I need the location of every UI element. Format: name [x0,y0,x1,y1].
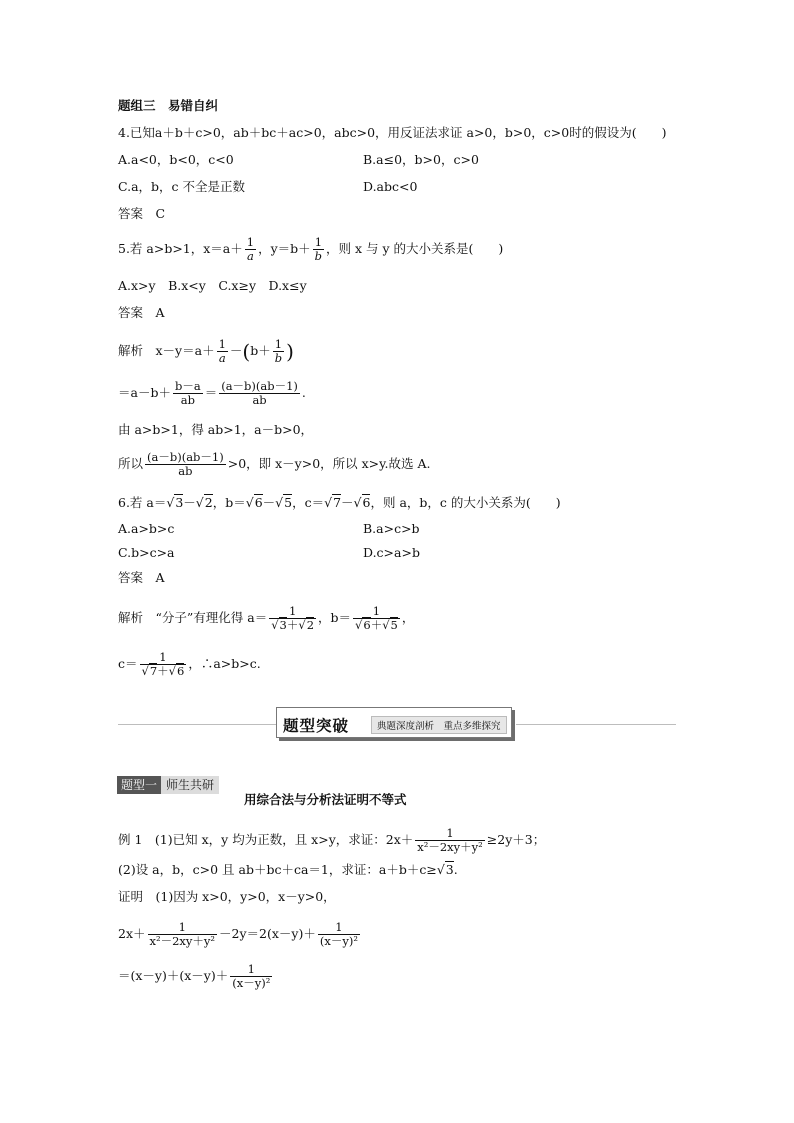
q5-line4-frac-num: (a－b)(ab－1) [147,450,224,464]
minus-sign: － [262,495,276,510]
q5-line4-frac-den: ab [178,464,193,478]
proof-line2 [118,921,362,948]
q5-line2-frac1 [173,380,203,407]
banner-subtitle: 典题深度剖析 重点多维探究 [371,716,507,734]
q5-stem-end: ，则 x 与 y 的大小关系是( ) [326,241,504,256]
right-paren: ) [286,339,294,364]
q6-option-a: A.a>b>c [118,521,175,536]
q6-analysis-start: 解析 “分子”有理化得 a＝ [118,610,268,625]
divider-right [516,724,676,725]
proof-line1: 证明 (1)因为 x>0，y>0，x－y>0， [118,889,336,904]
sqrt-symbol: √ [166,495,175,510]
q5-analysis-start: 解析 x－y＝a＋ [118,343,215,358]
sqrt-symbol: √ [245,495,254,510]
q6-frac-a-num: 1 [269,605,316,619]
q5-analysis-frac2-num: 1 [273,338,284,352]
example1-part1-frac [415,827,485,854]
q4-option-a: A.a<0，b<0，c<0 [118,152,234,167]
plus-sign: ＋ [157,664,169,678]
q5-analysis-line1 [118,338,294,365]
q5-frac-b-den: b [314,249,323,263]
sqrt-symbol: √ [436,862,445,877]
plus-sign: ＋ [286,618,299,632]
question-5-stem [118,236,503,263]
q6-frac-b-num: 1 [353,605,400,619]
q6-frac-a-rad2: 2 [306,618,315,632]
q6-stem-end: ，则 a，b，c 的大小关系为( ) [370,495,561,510]
sqrt-symbol: √ [298,618,306,632]
q5-line2-eq: ＝ [204,385,218,400]
q6-c-rad2: 6 [362,495,371,510]
q6-frac-b-rad: 6 [363,618,371,632]
q5-line4-frac [145,451,226,478]
q6-a-rad: 3 [175,495,184,510]
q6-option-d: D.c>a>b [363,545,420,560]
q6-frac-c-num: 1 [140,651,187,665]
q6-frac-c-rad: 7 [149,664,158,678]
example1-part1-end: ≥2y＋3； [486,832,546,847]
q5-line4-start: 所以 [118,456,144,471]
proof-line2-frac1-den: x²－2xy＋y² [149,934,216,948]
q5-frac-a-num: 1 [246,235,255,249]
left-paren: ( [242,339,251,364]
topic-tag [117,776,219,794]
q4-option-d: D.abc<0 [363,179,418,194]
q5-analysis-frac2 [273,338,284,365]
q5-frac-a-den: a [247,249,254,263]
q6-analysis-mid: ，b＝ [318,610,352,625]
minus-sign: － [341,495,354,510]
q5-line2-frac1-num: b－a [174,379,201,393]
q5-analysis-line2 [118,380,306,407]
sqrt-symbol: √ [275,495,284,510]
q5-analysis-frac2-den: b [274,351,283,365]
q5-line2-start: ＝a－b＋ [118,385,171,400]
q4-option-b: B.a≤0，b>0，c>0 [363,152,479,167]
proof-line2-frac1-num: 1 [148,921,218,935]
q6-frac-b-rad2: 5 [390,618,398,632]
proof-line3-frac-num: 1 [230,963,272,977]
q6-frac-b-den [353,619,400,632]
sqrt-symbol: √ [141,664,149,678]
proof-line3-frac-den: (x－y)² [232,976,271,990]
q5-analysis-line3: 由 a>b>1，得 ab>1，a－b>0， [118,422,314,437]
proof-line2-frac2 [318,921,360,948]
sqrt-symbol: √ [324,495,333,510]
proof-line2-frac2-num: 1 [318,921,360,935]
topic-tag-light: 师生共研 [161,776,219,794]
q5-line2-frac2-den: ab [252,393,267,407]
topic-title: 用综合法与分析法证明不等式 [244,792,407,807]
q6-frac-c-den [140,665,187,678]
q6-b-prefix: ，b＝ [212,495,246,510]
q5-analysis-frac1-den: a [218,351,226,365]
q5-options: A.x>y B.x<y C.x≥y D.x≤y [118,278,307,293]
proof-line3 [118,963,274,990]
proof-line3-start: ＝(x－y)＋(x－y)＋ [118,968,229,983]
proof-line3-frac [230,963,272,990]
q5-answer: 答案 A [118,305,165,320]
q5-line2-frac2-num: (a－b)(ab－1) [221,379,298,393]
proof-line2-mid: －2y＝2(x－y)＋ [219,926,316,941]
q4-answer: 答案 C [118,206,166,221]
sqrt-symbol: √ [353,495,362,510]
proof-line2-frac1 [148,921,218,948]
example1-part2 [118,861,458,879]
section-banner [276,707,516,741]
q6-option-c: C.b>c>a [118,545,175,560]
proof-line2-frac2-den: (x－y)² [319,934,358,948]
q5-stem-start: 5.若 a>b>1，x＝a＋ [118,241,243,256]
q6-analysis-line1 [118,605,414,632]
q6-c-prefix: ，c＝ [292,495,325,510]
sqrt-symbol: √ [271,618,279,632]
q6-analysis-frac-b [353,605,400,632]
q5-analysis-frac1 [217,338,228,365]
q5-line2-end: . [301,385,306,400]
question-6-stem [118,494,561,512]
sqrt-symbol: √ [195,495,204,510]
q5-frac-a [245,236,256,263]
q6-frac-a-den [269,619,316,632]
example1-part2-end: . [453,862,458,877]
q6-line2-start: c＝ [118,656,138,671]
proof-line2-start: 2x＋ [118,926,146,941]
topic-tag-dark: 题型一 [117,776,161,794]
minus-sign: － [183,495,196,510]
q5-analysis-frac1-num: 1 [218,337,226,351]
q4-option-c: C.a，b，c 不全是正数 [118,179,246,194]
q6-stem-start: 6.若 a＝ [118,495,167,510]
banner-title: 题型突破 [283,717,350,735]
sqrt-symbol: √ [355,618,363,632]
banner-face [276,707,512,738]
q6-analysis-frac-c [140,651,187,678]
plus-sign: ＋ [370,618,383,632]
question-4-stem: 4.已知a＋b＋c>0，ab＋bc＋ac>0，abc>0，用反证法求证 a>0，b>0，c>0时的假设为( ) [118,125,667,140]
q6-frac-a-rad: 3 [279,618,287,632]
q5-paren-inner: b＋ [250,343,271,358]
q5-line4-end: >0，即 x－y>0，所以 x>y.故选 A. [227,456,431,471]
q6-analysis-line2 [118,651,261,678]
sqrt-symbol: √ [168,664,176,678]
q5-frac-b [313,236,324,263]
q5-frac-b-num: 1 [313,236,324,250]
q6-answer: 答案 A [118,570,165,585]
example1-part1-frac-den: x²－2xy＋y² [417,840,483,854]
q6-a-rad2: 2 [204,495,213,510]
example1-part1-start: 例 1 (1)已知 x，y 均为正数，且 x>y，求证：2x＋ [118,832,414,847]
q6-c-rad: 7 [333,495,342,510]
q6-analysis-frac-a [269,605,316,632]
example1-part2-rad: 3 [445,862,454,877]
q6-option-b: B.a>c>b [363,521,420,536]
q5-analysis-line4 [118,451,431,478]
q5-stem-mid: ，y＝b＋ [258,241,311,256]
q5-line2-frac1-den: ab [180,393,195,407]
divider-left [118,724,276,725]
q6-analysis-end: ， [401,610,415,625]
q6-b-rad2: 5 [284,495,293,510]
example1-part2-start: (2)设 a，b，c>0 且 ab＋bc＋ca＝1，求证：a＋b＋c≥ [118,862,437,877]
q6-b-rad: 6 [254,495,263,510]
section-heading: 题组三 易错自纠 [118,98,219,113]
q6-frac-c-rad2: 6 [177,664,185,678]
example1-part1-frac-num: 1 [415,827,485,841]
q6-line2-end: ，∴a>b>c. [188,656,261,671]
q5-analysis-mid: － [229,343,243,358]
example1-part1 [118,827,545,854]
q5-line2-frac2 [219,380,300,407]
sqrt-symbol: √ [382,618,390,632]
